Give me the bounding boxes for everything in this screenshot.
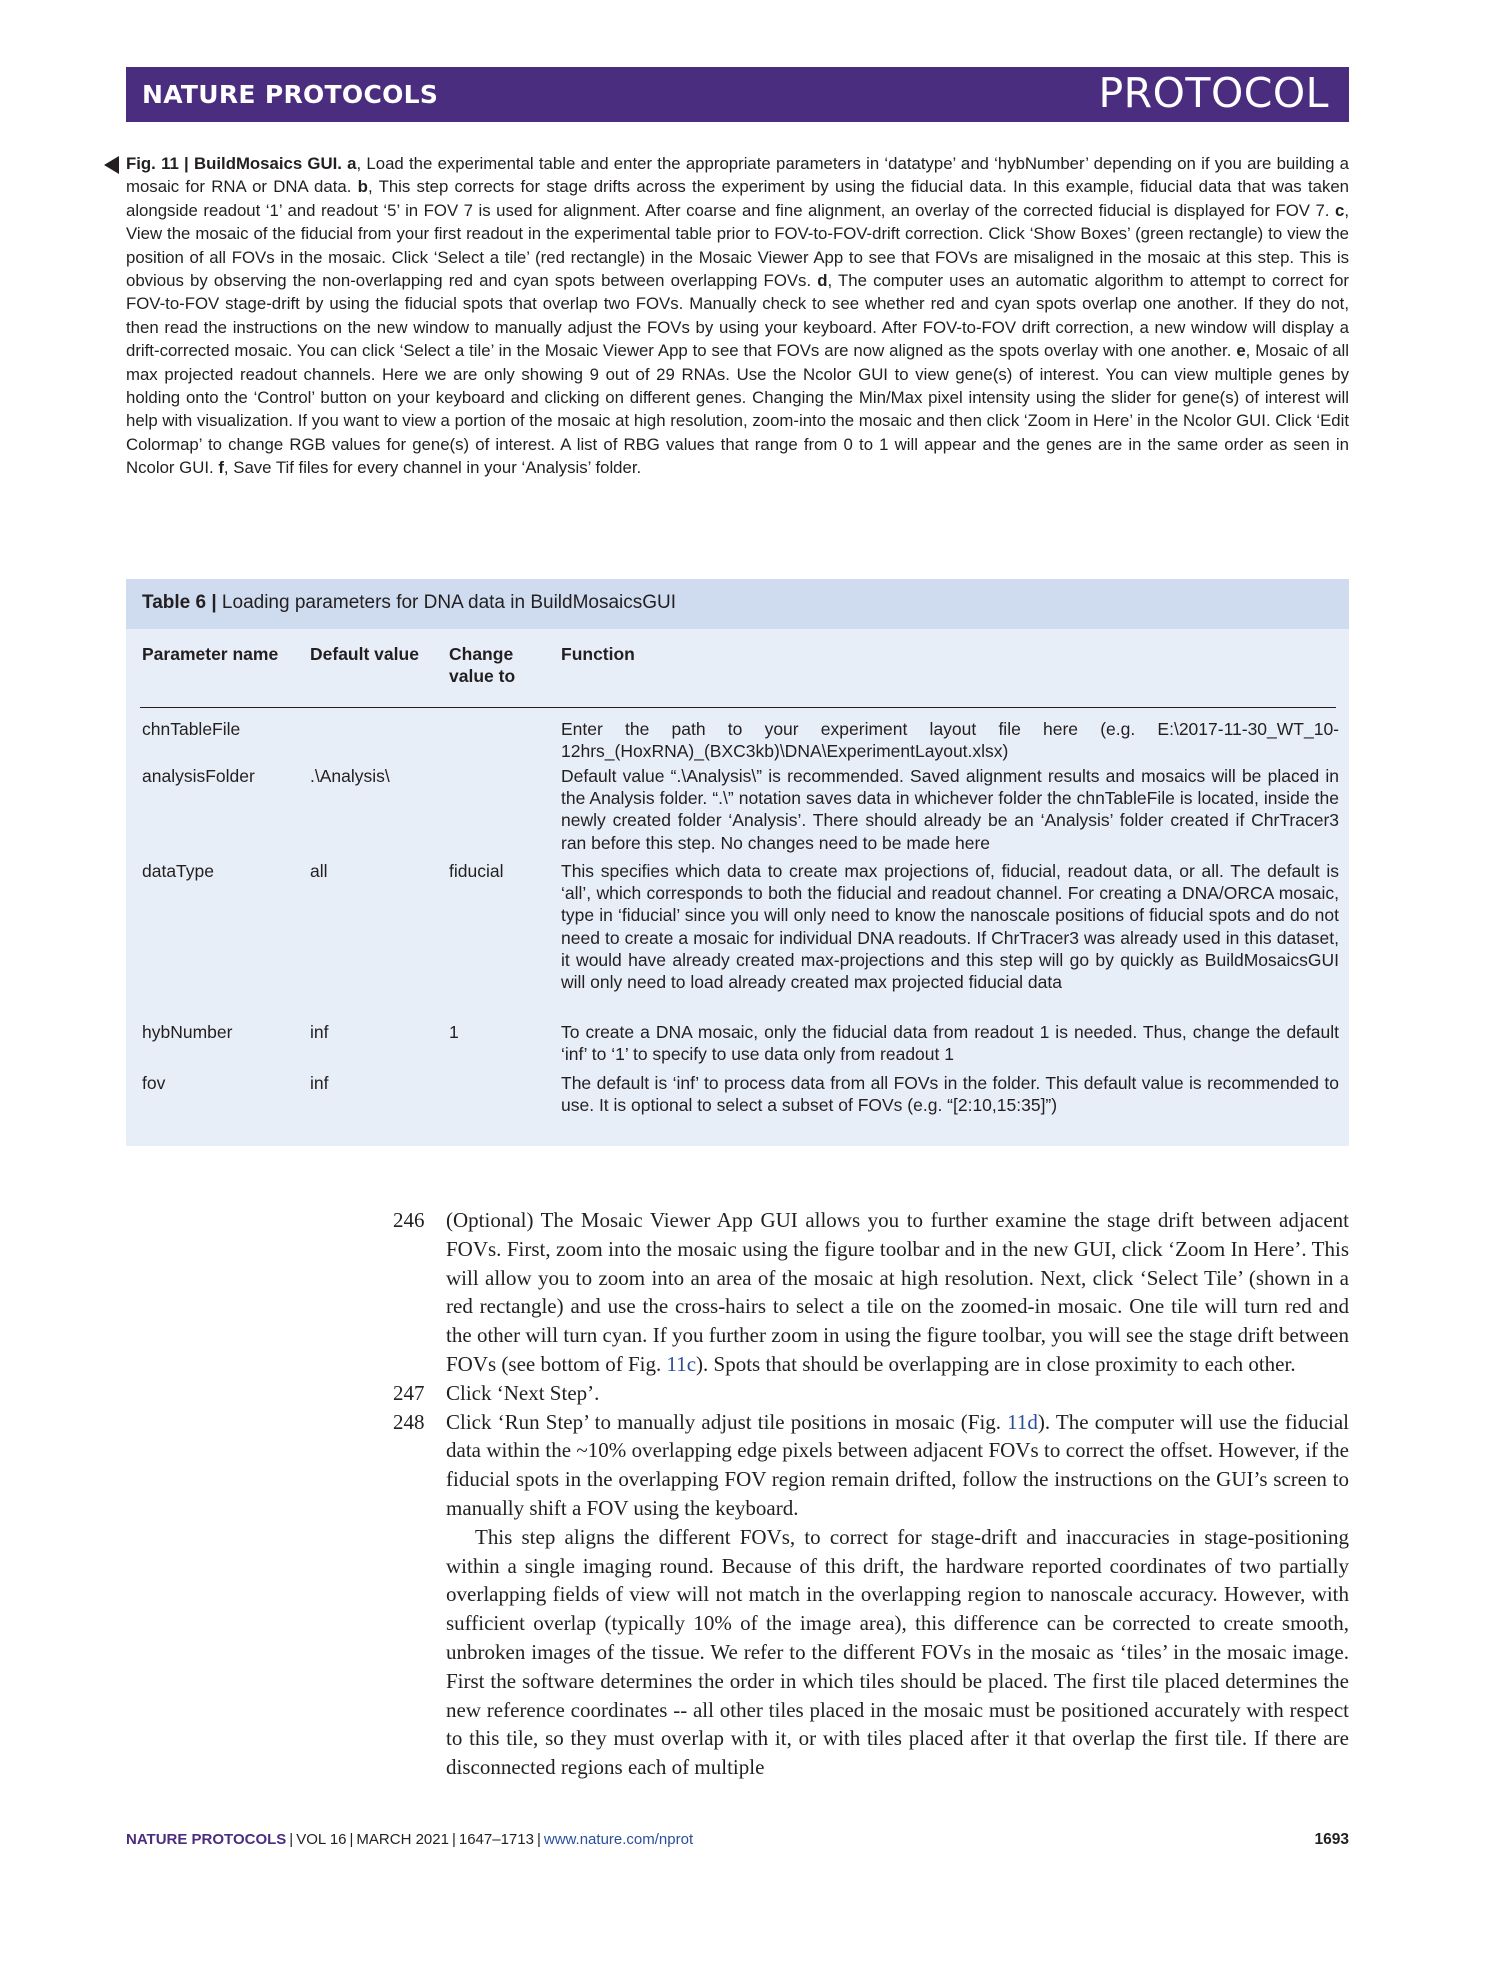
step-text: Click ‘Run Step’ to manually adjust tile positions in mosaic (Fig. [446, 1409, 1008, 1434]
footer-volume: VOL 16 [296, 1831, 347, 1848]
header-default-value: Default value [310, 644, 419, 664]
cell-function: Enter the path to your experiment layout file here (e.g. E:\2017-11-30_WT_10-12hrs_(HoxRNA)_(BXC3kb)\DNA\ExperimentLayout.xlsx) [561, 719, 1339, 762]
cell-name: dataType [142, 861, 214, 881]
footer-citation: NATURE PROTOCOLS | VOL 16 | MARCH 2021 | 1647–1713 | www.nature.com/nprot [126, 1831, 694, 1848]
caption-text-e: , Mosaic of all max projected readout channels. Here we are only showing 9 out of 29 RNAs. Use the Ncolor GUI to view gene(s) of interest. You can view multiple genes by holding onto the ‘Control’ button on your keyboard and clicking on different genes. Changing the Min/Max pixel intensity using the slider for gene(s) of interest will help with visualization. If you want to view a portion of the mosaic at high resolution, zoom-into the mosaic and then click ‘Zoom in Here’ in the Ncolor GUI. Click ‘Edit Colormap’ to change RGB values for gene(s) of interest. A list of RBG values that range from 0 to 1 will appear and the genes are in the same order as seen in Ncolor GUI. [126, 341, 1350, 478]
step-246 [393, 1206, 1349, 1379]
table-title-bar [126, 579, 1349, 629]
cell-name: chnTableFile [142, 719, 241, 739]
footer-pages: 1647–1713 [458, 1831, 534, 1848]
caption-panel-d: d [817, 271, 828, 291]
header-change-value: Change value to [449, 644, 516, 686]
caption-text-a: , Load the experimental table and enter the appropriate parameters in ‘datatype’ and ‘hybNumber’ depending on if you are building a mosaic for RNA or DNA data. [126, 154, 1349, 197]
cell-function: Default value “.\Analysis\” is recommended. Saved alignment results and mosaics will be placed in the Analysis folder. “.\” notation saves data in whichever folder the chnTableFile is located, inside the newly created folder ‘Analysis’. There should already be an ‘Analysis’ folder created if ChrTracer3 ran before this step. No changes need to be made here [561, 766, 1339, 853]
footer-journal: NATURE PROTOCOLS [126, 1831, 287, 1848]
caption-panel-e: e [1236, 341, 1246, 361]
journal-name: NATURE PROTOCOLS [142, 80, 439, 109]
step-number: 248 [393, 1409, 425, 1434]
procedure-steps [393, 1206, 1349, 1782]
section-label: PROTOCOL [1098, 69, 1329, 117]
step-number: 247 [393, 1380, 425, 1405]
caption-panel-a: a [347, 154, 357, 173]
table-title [142, 592, 676, 614]
table-title-text: Loading parameters for DNA data in BuildMosaicsGUI [216, 592, 677, 613]
caption-text-d: , The computer uses an automatic algorithm to attempt to correct for FOV-to-FOV stage-drift by using the fiducial spots that overlap two FOVs. Manually check to see whether red and cyan spots overlap one another. If they do not, then read the instructions on the new window to manually adjust the FOVs by using your keyboard. After FOV-to-FOV drift correction, a new window will display a drift-corrected mosaic. You can click ‘Select a tile’ in the Mosaic Viewer App to see that FOVs are now aligned as the spots overlay with one another. [126, 271, 1350, 361]
step-number: 246 [393, 1208, 425, 1232]
cell-function: To create a DNA mosaic, only the fiducial data from readout 1 is needed. Thus, change the default ‘inf’ to ‘1’ to specify to use data only from readout 1 [561, 1022, 1339, 1065]
cell-change: 1 [449, 1022, 459, 1042]
caption-panel-b: b [357, 177, 368, 197]
header-rule [140, 707, 1336, 708]
cell-function: This specifies which data to create max projections of, fiducial, readout data, or all. The default is ‘all’, which corresponds to both the fiducial and readout channel. For creating a DNA/ORCA mosaic, type in ‘fiducial’ since you will only need to know the nanoscale positions of fiducial spots and do not need to create a mosaic for individual DNA readouts. If ChrTracer3 was already used in this dataset, it would have already created max-projections and this step will go by quickly as BuildMosaicsGUI will only need to load already created max projected fiducial data [561, 861, 1339, 993]
caption-label: Fig. 11 | BuildMosaics GUI. [126, 154, 342, 173]
page-number: 1693 [1314, 1831, 1349, 1848]
cell-default: inf [310, 1022, 329, 1042]
header-parameter-name: Parameter name [142, 644, 279, 664]
step-text: Click ‘Next Step’. [446, 1380, 600, 1405]
caption-text-f: , Save Tif files for every channel in your ‘Analysis’ folder. [223, 458, 642, 478]
step-247 [393, 1379, 1349, 1408]
parameter-table [126, 579, 1349, 1146]
step-text: (Optional) The Mosaic Viewer App GUI allows you to further examine the stage drift between adjacent FOVs. First, zoom into the mosaic using the figure toolbar and in the new GUI, click ‘Zoom In Here’. This will allow you to zoom into an area of the mosaic at high resolution. Next, click ‘Select Tile’ (shown in a red rectangle) and use the cross-hairs to select a tile on the zoomed-in mosaic. One tile will turn red and the other will turn cyan. If you further zoom in using the figure toolbar, you will see the stage drift between FOVs (see bottom of Fig. [446, 1208, 1349, 1376]
footer-url-link[interactable]: www.nature.com/nprot [543, 1831, 694, 1848]
table-number: Table 6 | [142, 592, 217, 613]
cell-function: The default is ‘inf’ to process data from all FOVs in the folder. This default value is recommended to use. It is optional to select a subset of FOVs (e.g. “[2:10,15:35]”) [561, 1073, 1339, 1116]
footer-date: MARCH 2021 [356, 1831, 449, 1848]
cell-name: analysisFolder [142, 766, 255, 786]
cell-name: hybNumber [142, 1022, 233, 1042]
header-bar [126, 67, 1349, 122]
figure-link-11d[interactable]: 11d [1007, 1409, 1038, 1434]
cell-default: inf [310, 1073, 329, 1093]
caption-text-b: , This step corrects for stage drifts across the experiment by using the fiducial data. In this example, fiducial data that was taken alongside readout ‘1’ and readout ‘5’ in FOV 7 is used for alignment. After coarse and fine alignment, an overlay of the corrected fiducial is displayed for FOV 7. [126, 177, 1350, 220]
cell-name: fov [142, 1073, 166, 1093]
header-function: Function [561, 644, 635, 664]
step-text: ). Spots that should be overlapping are in close proximity to each other. [696, 1351, 1296, 1376]
caption-panel-c: c [1334, 200, 1345, 220]
caption-panel-f: f [218, 458, 224, 478]
step-text: ). The computer will use the fiducial data within the ~10% overlapping edge pixels between adjacent FOVs to correct the offset. However, if the fiducial spots in the overlapping FOV region remain drifted, follow the instructions on the GUI’s screen to manually shift a FOV using the keyboard. [446, 1409, 1349, 1520]
figure-caption [126, 152, 1349, 480]
cell-change: fiducial [449, 861, 504, 881]
body-paragraph: This step aligns the different FOVs, to correct for stage-drift and inaccuracies in stage-positioning within a single imaging round. Because of this drift, the hardware reported coordinates of two partially overlapping fields of view will not match in the overlapping region to nanoscale accuracy. However, with sufficient overlap (typically 10% of the image area), this difference can be corrected to create smooth, unbroken images of the tissue. We refer to the different FOVs in the mosaic as ‘tiles’ in the mosaic image. First the software determines the order in which tiles should be placed. The first tile placed determines the new reference coordinates -- all other tiles placed in the mosaic must be positioned accurately with respect to this tile, so they must overlap with it, or with tiles placed after it that overlap the first tile. If there are disconnected regions each of multiple [446, 1524, 1349, 1780]
step-248 [393, 1408, 1349, 1523]
cell-default: all [310, 861, 328, 881]
figure-link-11c[interactable]: 11c [666, 1351, 697, 1376]
cell-default: .\Analysis\ [310, 766, 390, 786]
caption-arrow-icon [104, 156, 119, 174]
caption-text-c: , View the mosaic of the fiducial from your first readout in the experimental table prior to FOV-to-FOV-drift correction. Click ‘Show Boxes’ (green rectangle) to view the position of all FOVs in the mosaic. Click ‘Select a tile’ (red rectangle) in the Mosaic Viewer App to see that FOVs are misaligned in the mosaic at this step. This is obvious by observing the non-overlapping red and cyan spots between overlapping FOVs. [126, 200, 1349, 291]
